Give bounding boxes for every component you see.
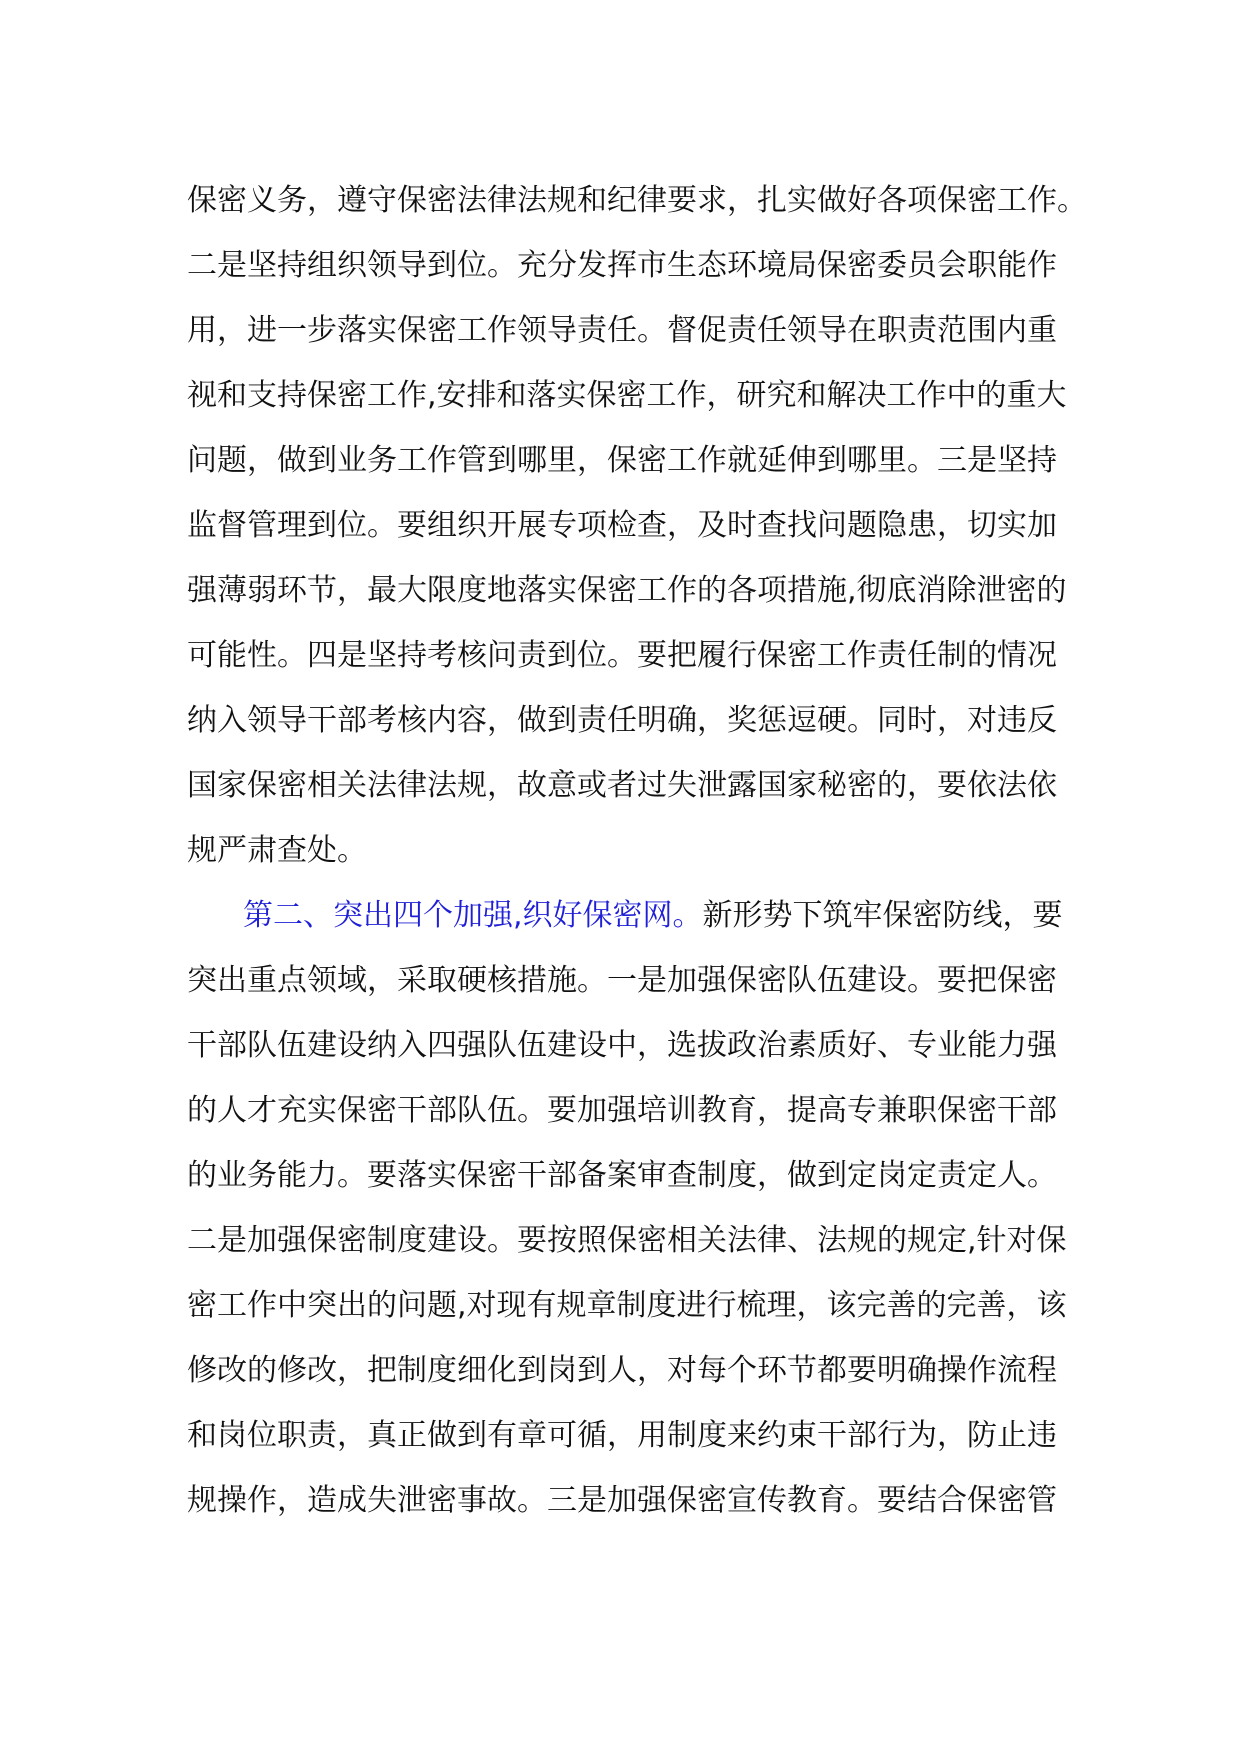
- paragraph-1-line: 二是坚持组织领导到位。充分发挥市生态环境局保密委员会职能作: [187, 248, 1057, 283]
- paragraph-1-line: 监督管理到位。要组织开展专项检查，及时查找问题隐患，切实加: [187, 508, 1057, 543]
- paragraph-1-line: 用，进一步落实保密工作领导责任。督促责任领导在职责范围内重: [187, 313, 1057, 348]
- paragraph-1-line: 强薄弱环节，最大限度地落实保密工作的各项措施,彻底消除泄密的: [187, 573, 1067, 608]
- paragraph-1: [187, 168, 1087, 883]
- paragraph-1-line: 国家保密相关法律法规，故意或者过失泄露国家秘密的，要依法依: [187, 768, 1057, 803]
- section-heading: 第二、突出四个加强,织好保密网。: [243, 898, 703, 933]
- paragraph-2-line: 和岗位职责，真正做到有章可循，用制度来约束干部行为，防止违: [187, 1418, 1057, 1453]
- paragraph-1-line: 保密义务，遵守保密法律法规和纪律要求，扎实做好各项保密工作。: [187, 183, 1087, 218]
- paragraph-2: [187, 883, 1067, 1533]
- paragraph-2-line: 的业务能力。要落实保密干部备案审查制度，做到定岗定责定人。: [187, 1158, 1057, 1193]
- paragraph-1-line: 规严肃查处。: [187, 833, 367, 868]
- paragraph-1-line: 可能性。四是坚持考核问责到位。要把履行保密工作责任制的情况: [187, 638, 1057, 673]
- paragraph-1-line: 问题，做到业务工作管到哪里，保密工作就延伸到哪里。三是坚持: [187, 443, 1057, 478]
- paragraph-2-line: 干部队伍建设纳入四强队伍建设中，选拔政治素质好、专业能力强: [187, 1028, 1057, 1063]
- paragraph-2-first-line: [187, 883, 1067, 948]
- paragraph-2-line: 二是加强保密制度建设。要按照保密相关法律、法规的规定,针对保: [187, 1223, 1067, 1258]
- paragraph-2-line: 的人才充实保密干部队伍。要加强培训教育，提高专兼职保密干部: [187, 1093, 1057, 1128]
- paragraph-2-line: 突出重点领域，采取硬核措施。一是加强保密队伍建设。要把保密: [187, 963, 1057, 998]
- paragraph-1-line: 纳入领导干部考核内容，做到责任明确，奖惩逗硬。同时，对违反: [187, 703, 1057, 738]
- paragraph-2-line: 修改的修改，把制度细化到岗到人，对每个环节都要明确操作流程: [187, 1353, 1057, 1388]
- paragraph-2-line: 规操作，造成失泄密事故。三是加强保密宣传教育。要结合保密管: [187, 1483, 1057, 1518]
- document-body: [187, 168, 1087, 1533]
- paragraph-2-first-line-text: 新形势下筑牢保密防线，要: [702, 898, 1063, 933]
- paragraph-2-line: 密工作中突出的问题,对现有规章制度进行梳理，该完善的完善，该: [187, 1288, 1067, 1323]
- paragraph-1-line: 视和支持保密工作,安排和落实保密工作，研究和解决工作中的重大: [187, 378, 1067, 413]
